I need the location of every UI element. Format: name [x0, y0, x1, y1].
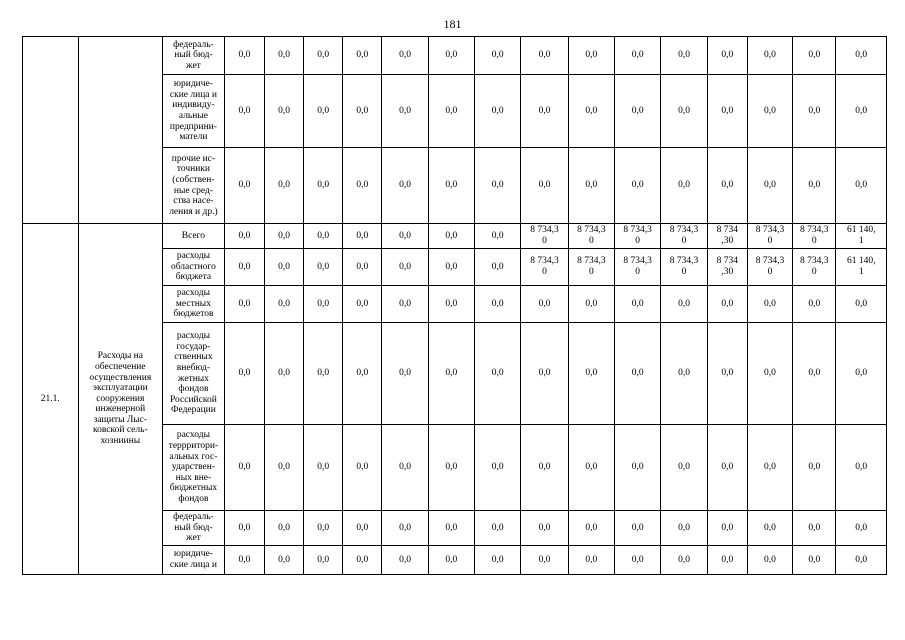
value-cell: 0,0	[224, 323, 264, 425]
value-cell: 0,0	[747, 425, 792, 511]
value-cell: 0,0	[615, 75, 661, 148]
value-cell: 0,0	[264, 511, 303, 546]
table-row	[23, 224, 887, 249]
value-cell: 0,0	[428, 249, 474, 286]
value-cell: 0,0	[343, 425, 382, 511]
value-cell: 0,0	[224, 75, 264, 148]
value-cell: 0,0	[304, 224, 343, 249]
value-cell: 8 734,3 0	[615, 224, 661, 249]
value-cell: 0,0	[836, 425, 887, 511]
value-cell: 0,0	[428, 425, 474, 511]
value-cell: 0,0	[521, 511, 568, 546]
value-cell: 0,0	[793, 425, 836, 511]
value-cell: 0,0	[615, 37, 661, 75]
value-cell: 0,0	[747, 148, 792, 224]
value-cell: 8 734 ,30	[707, 224, 747, 249]
value-cell: 0,0	[475, 75, 521, 148]
value-cell: 0,0	[707, 37, 747, 75]
row-name-cell: Расходы на обеспечение осуществления эксплуатации сооружения инженерной защиты Лыс- ковской сель- хозниины	[78, 224, 162, 575]
value-cell: 0,0	[836, 75, 887, 148]
table-row	[23, 37, 887, 75]
value-cell: 0,0	[475, 249, 521, 286]
value-cell: 0,0	[224, 286, 264, 323]
value-cell: 0,0	[304, 511, 343, 546]
value-cell: 0,0	[836, 323, 887, 425]
funding-source-cell: расходы местных бюджетов	[163, 286, 225, 323]
value-cell: 0,0	[836, 546, 887, 575]
value-cell: 0,0	[382, 224, 428, 249]
value-cell: 0,0	[615, 148, 661, 224]
value-cell: 0,0	[661, 148, 707, 224]
value-cell: 8 734,3 0	[615, 249, 661, 286]
value-cell: 0,0	[264, 425, 303, 511]
value-cell: 0,0	[343, 224, 382, 249]
value-cell: 0,0	[707, 546, 747, 575]
value-cell: 0,0	[615, 546, 661, 575]
funding-source-cell: юридиче- ские лица и индивиду- альные предприни- матели	[163, 75, 225, 148]
value-cell: 0,0	[661, 511, 707, 546]
value-cell: 0,0	[747, 546, 792, 575]
value-cell: 0,0	[707, 425, 747, 511]
value-cell: 0,0	[343, 75, 382, 148]
value-cell: 0,0	[521, 148, 568, 224]
value-cell: 0,0	[661, 37, 707, 75]
value-cell: 0,0	[475, 511, 521, 546]
value-cell: 0,0	[428, 75, 474, 148]
value-cell: 0,0	[224, 37, 264, 75]
value-cell: 0,0	[304, 286, 343, 323]
value-cell: 0,0	[661, 425, 707, 511]
value-cell: 0,0	[343, 546, 382, 575]
funding-source-cell: прочие ис- точники (собствен- ные сред- ства насе- ления и др.)	[163, 148, 225, 224]
value-cell: 0,0	[707, 511, 747, 546]
value-cell: 0,0	[224, 511, 264, 546]
value-cell: 0,0	[707, 148, 747, 224]
value-cell: 0,0	[264, 75, 303, 148]
row-name-cell	[78, 37, 162, 224]
value-cell: 8 734,3 0	[521, 224, 568, 249]
value-cell: 0,0	[568, 323, 614, 425]
value-cell: 0,0	[615, 323, 661, 425]
funding-source-cell: Всего	[163, 224, 225, 249]
value-cell: 0,0	[568, 286, 614, 323]
value-cell: 0,0	[521, 323, 568, 425]
value-cell: 0,0	[747, 323, 792, 425]
value-cell: 0,0	[224, 249, 264, 286]
value-cell: 0,0	[304, 75, 343, 148]
value-cell: 0,0	[747, 286, 792, 323]
value-cell: 0,0	[428, 37, 474, 75]
value-cell: 0,0	[475, 286, 521, 323]
value-cell: 0,0	[568, 75, 614, 148]
value-cell: 0,0	[747, 511, 792, 546]
value-cell: 0,0	[793, 546, 836, 575]
value-cell: 0,0	[707, 286, 747, 323]
value-cell: 0,0	[836, 148, 887, 224]
value-cell: 0,0	[615, 425, 661, 511]
row-code-cell: 21.1.	[23, 224, 79, 575]
value-cell: 0,0	[224, 425, 264, 511]
value-cell: 0,0	[382, 425, 428, 511]
funding-source-cell: юридиче- ские лица и	[163, 546, 225, 575]
value-cell: 0,0	[793, 37, 836, 75]
value-cell: 0,0	[304, 148, 343, 224]
value-cell: 0,0	[264, 224, 303, 249]
value-cell: 0,0	[304, 249, 343, 286]
value-cell: 0,0	[224, 148, 264, 224]
funding-source-cell: федераль- ный бюд- жет	[163, 511, 225, 546]
value-cell: 0,0	[428, 148, 474, 224]
budget-table	[22, 36, 887, 575]
value-cell: 0,0	[382, 148, 428, 224]
value-cell: 0,0	[747, 37, 792, 75]
value-cell: 0,0	[304, 546, 343, 575]
value-cell: 0,0	[343, 323, 382, 425]
value-cell: 0,0	[521, 546, 568, 575]
value-cell: 0,0	[428, 511, 474, 546]
value-cell: 0,0	[343, 148, 382, 224]
value-cell: 0,0	[568, 37, 614, 75]
value-cell: 0,0	[615, 511, 661, 546]
value-cell: 0,0	[264, 546, 303, 575]
value-cell: 0,0	[661, 75, 707, 148]
value-cell: 8 734,3 0	[747, 249, 792, 286]
page-number: 181	[443, 17, 462, 31]
value-cell: 61 140, 1	[836, 224, 887, 249]
value-cell: 0,0	[793, 286, 836, 323]
value-cell: 0,0	[568, 546, 614, 575]
value-cell: 0,0	[304, 323, 343, 425]
value-cell: 61 140, 1	[836, 249, 887, 286]
value-cell: 0,0	[382, 75, 428, 148]
value-cell: 0,0	[475, 224, 521, 249]
value-cell: 0,0	[475, 148, 521, 224]
row-code-cell	[23, 37, 79, 224]
value-cell: 0,0	[343, 511, 382, 546]
value-cell: 0,0	[793, 511, 836, 546]
value-cell: 0,0	[224, 546, 264, 575]
value-cell: 0,0	[343, 249, 382, 286]
value-cell: 8 734 ,30	[707, 249, 747, 286]
value-cell: 0,0	[382, 249, 428, 286]
value-cell: 8 734,3 0	[568, 224, 614, 249]
value-cell: 0,0	[224, 224, 264, 249]
value-cell: 0,0	[521, 75, 568, 148]
value-cell: 8 734,3 0	[521, 249, 568, 286]
value-cell: 0,0	[304, 37, 343, 75]
value-cell: 0,0	[707, 323, 747, 425]
value-cell: 0,0	[568, 425, 614, 511]
value-cell: 0,0	[661, 323, 707, 425]
value-cell: 8 734,3 0	[747, 224, 792, 249]
value-cell: 0,0	[264, 323, 303, 425]
value-cell: 0,0	[793, 148, 836, 224]
funding-source-cell: расходы областного бюджета	[163, 249, 225, 286]
value-cell: 0,0	[475, 37, 521, 75]
value-cell: 0,0	[264, 249, 303, 286]
value-cell: 0,0	[661, 286, 707, 323]
value-cell: 0,0	[428, 323, 474, 425]
value-cell: 0,0	[264, 286, 303, 323]
value-cell: 0,0	[747, 75, 792, 148]
value-cell: 0,0	[382, 546, 428, 575]
value-cell: 0,0	[615, 286, 661, 323]
value-cell: 0,0	[428, 546, 474, 575]
value-cell: 0,0	[264, 37, 303, 75]
funding-source-cell: федераль- ный бюд- жет	[163, 37, 225, 75]
value-cell: 0,0	[521, 37, 568, 75]
value-cell: 8 734,3 0	[661, 249, 707, 286]
value-cell: 0,0	[382, 37, 428, 75]
value-cell: 0,0	[568, 148, 614, 224]
value-cell: 0,0	[264, 148, 303, 224]
funding-source-cell: расходы государ- ственных внебюд- жетных фондов Российской Федерации	[163, 323, 225, 425]
value-cell: 0,0	[836, 286, 887, 323]
value-cell: 8 734,3 0	[793, 249, 836, 286]
value-cell: 0,0	[428, 286, 474, 323]
value-cell: 0,0	[521, 425, 568, 511]
value-cell: 0,0	[521, 286, 568, 323]
value-cell: 0,0	[343, 37, 382, 75]
value-cell: 0,0	[793, 323, 836, 425]
value-cell: 0,0	[475, 323, 521, 425]
value-cell: 0,0	[343, 286, 382, 323]
value-cell: 0,0	[382, 511, 428, 546]
value-cell: 0,0	[793, 75, 836, 148]
funding-source-cell: расходы террритори- альных гос- ударствен- ных вне- бюджетных фондов	[163, 425, 225, 511]
value-cell: 0,0	[568, 511, 614, 546]
value-cell: 0,0	[836, 511, 887, 546]
value-cell: 8 734,3 0	[661, 224, 707, 249]
value-cell: 0,0	[836, 37, 887, 75]
value-cell: 0,0	[382, 286, 428, 323]
value-cell: 0,0	[428, 224, 474, 249]
value-cell: 0,0	[304, 425, 343, 511]
value-cell: 8 734,3 0	[793, 224, 836, 249]
value-cell: 8 734,3 0	[568, 249, 614, 286]
value-cell: 0,0	[707, 75, 747, 148]
value-cell: 0,0	[475, 546, 521, 575]
value-cell: 0,0	[475, 425, 521, 511]
value-cell: 0,0	[382, 323, 428, 425]
value-cell: 0,0	[661, 546, 707, 575]
